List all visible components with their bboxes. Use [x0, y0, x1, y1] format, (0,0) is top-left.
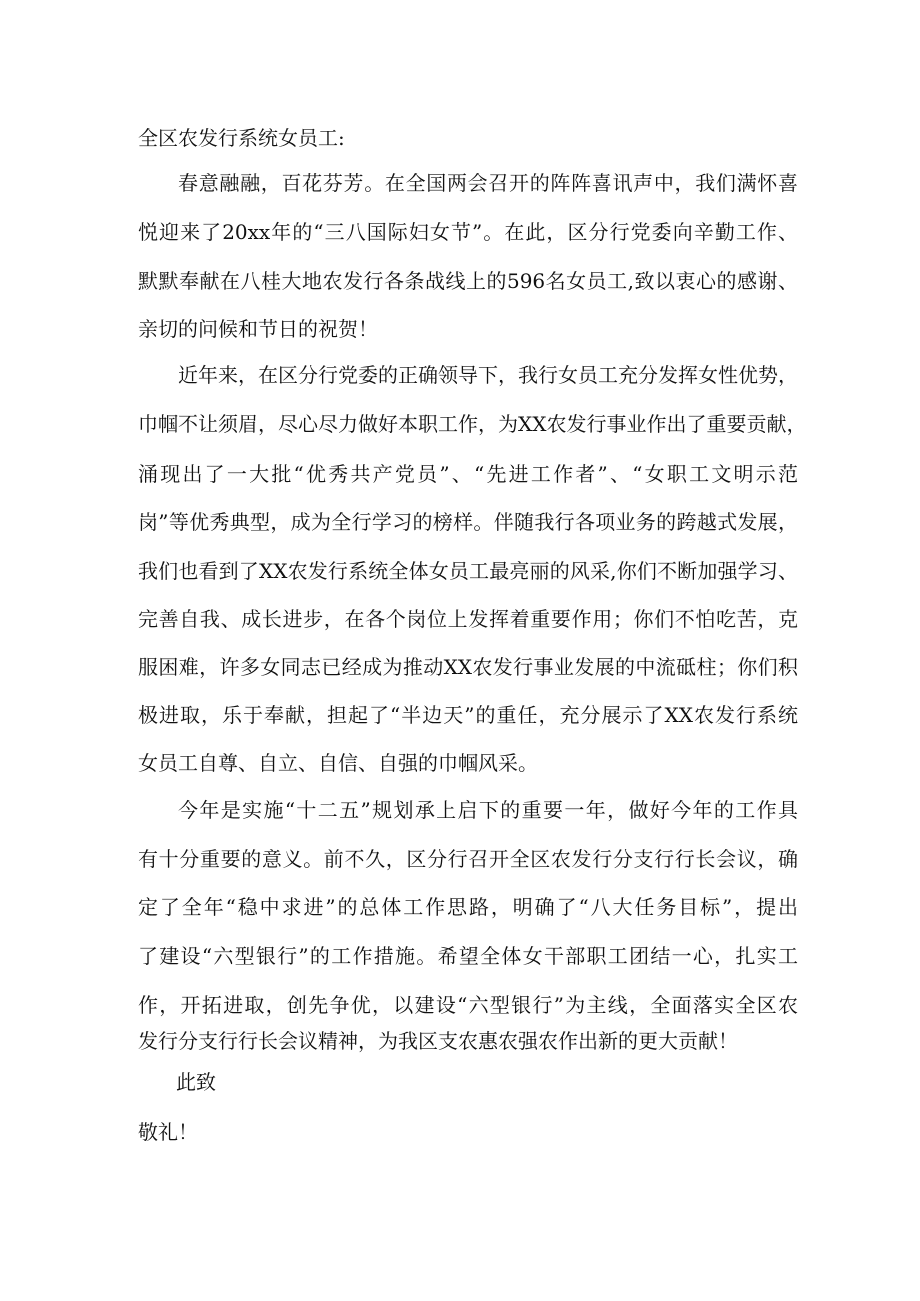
paragraph-3-line-2: 有十分重要的意义。前不久，区分行召开全区农发行分支行行长会议，确: [138, 847, 798, 871]
paragraph-3-line-4: 了建设“六型银行”的工作措施。希望全体女干部职工团结一心，扎实工: [138, 944, 798, 968]
paragraph-2-line-9: 女员工自尊、自立、自信、自强的巾帼风采。: [138, 751, 538, 775]
paragraph-1-line-3: 默默奉献在八桂大地农发行各条战线上的596名女员工,致以衷心的感谢、: [138, 269, 798, 293]
paragraph-2-line-5: 我们也看到了XX农发行系统全体女员工最亮丽的风采,你们不断加强学习、: [138, 559, 798, 583]
paragraph-1-line-2: 悦迎来了20xx年的“三八国际妇女节”。在此，区分行党委向辛勤工作、: [138, 220, 798, 244]
paragraph-2-line-3: 涌现出了一大批“优秀共产党员”、“先进工作者”、“女职工文明示范: [138, 462, 798, 486]
closing-salute: 敬礼！: [138, 1120, 198, 1144]
paragraph-2-line-7: 服困难，许多女同志已经成为推动XX农发行事业发展的中流砥柱；你们积: [138, 655, 798, 679]
paragraph-3-line-1: 今年是实施“十二五”规划承上启下的重要一年，做好今年的工作具: [178, 798, 798, 822]
closing-phrase: 此致: [176, 1070, 216, 1094]
paragraph-3-line-6: 发行分支行行长会议精神，为我区支农惠农强农作出新的更大贡献！: [138, 1029, 738, 1053]
paragraph-2-line-2: 巾帼不让须眉，尽心尽力做好本职工作，为XX农发行事业作出了重要贡献，: [138, 412, 807, 436]
paragraph-2-line-8: 极进取，乐于奉献，担起了“半边天”的重任，充分展示了XX农发行系统: [138, 703, 798, 727]
paragraph-2-line-6: 完善自我、成长进步，在各个岗位上发挥着重要作用；你们不怕吃苦，克: [138, 607, 798, 631]
paragraph-3-line-5: 作，开拓进取，创先争优，以建设“六型银行”为主线，全面落实全区农: [138, 993, 798, 1017]
paragraph-1-line-4: 亲切的问候和节日的祝贺！: [138, 317, 378, 341]
paragraph-2-line-4: 岗”等优秀典型，成为全行学习的榜样。伴随我行各项业务的跨越式发展，: [138, 510, 798, 534]
salutation: 全区农发行系统女员工:: [138, 126, 345, 150]
paragraph-1-line-1: 春意融融，百花芬芳。在全国两会召开的阵阵喜讯声中，我们满怀喜: [178, 171, 798, 195]
paragraph-2-line-1: 近年来，在区分行党委的正确领导下，我行女员工充分发挥女性优势，: [178, 363, 798, 387]
paragraph-3-line-3: 定了全年“稳中求进”的总体工作思路，明确了“八大任务目标”，提出: [138, 895, 798, 919]
